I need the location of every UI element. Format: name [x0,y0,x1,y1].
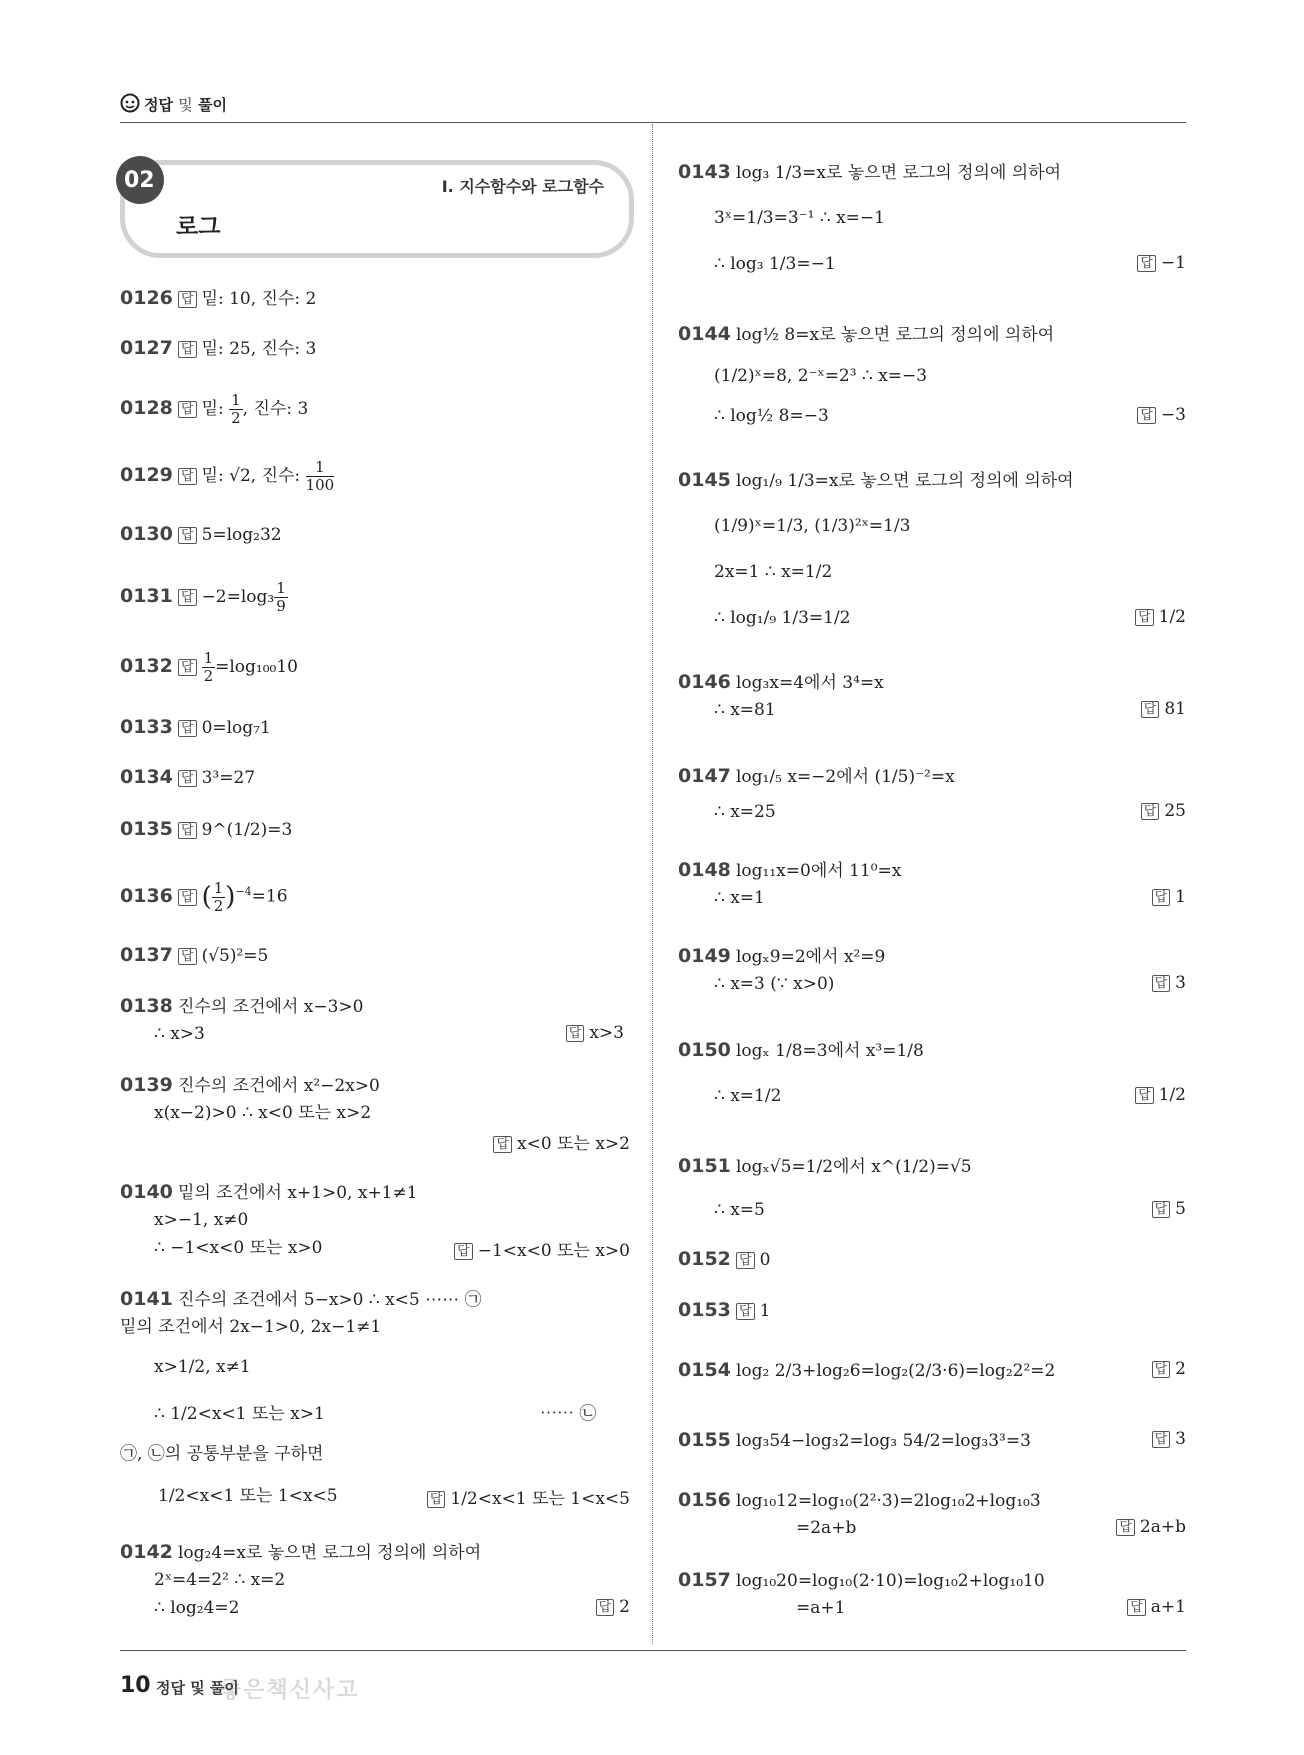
entry-0141-line: x>1/2, x≠1 [154,1357,251,1377]
smiley-icon [120,93,140,113]
answer-mark: 답 [178,341,197,358]
entry-0142: 0142 log₂4=x로 놓으면 로그의 정의에 의하여 [120,1541,482,1563]
entry-0138: 0138 진수의 조건에서 x−3>0 [120,995,364,1017]
answer-mark: 답 [493,1136,512,1153]
entry-0128: 0128 답 밑: $\frac{1}{2}$ , 진수: 3 [120,391,309,427]
entry-0145-line: 2x=1 ∴ x=1/2 [714,562,833,582]
answer-mark: 답 [1135,609,1154,626]
answer-mark: 답 [427,1491,446,1508]
answer-mark: 답 [596,1599,615,1616]
answer-mark: 답 [1116,1519,1135,1536]
entry-0147: 0147 log₁/₅ x=−2에서 (1/5)⁻²=x [678,765,955,787]
entry-0155: 0155 log₃54−log₃2=log₃ 54/2=log₃3³=3 [678,1429,1031,1451]
entry-0149-line: ∴ x=3 (∵ x>0) [714,974,835,994]
page-footer [120,1650,1186,1703]
entry-0144-line: (1/2)ˣ=8, 2⁻ˣ=2³ ∴ x=−3 [714,366,928,386]
answer-mark: 답 [178,468,197,485]
entry-0139-answer: 답 x<0 또는 x>2 [493,1129,630,1154]
entry-0130: 0130 답 5=log₂32 [120,523,282,545]
entry-0153: 0153 답 1 [678,1299,771,1321]
entry-0140-line: ∴ −1<x<0 또는 x>0 [154,1238,323,1258]
entry-0154: 0154 log₂ 2/3+log₂6=log₂(2/3·6)=log₂2²=2 [678,1359,1056,1381]
answer-mark: 답 [1141,803,1160,820]
answer-mark: 답 [736,1303,755,1320]
entry-0138-line: ∴ x>3 [154,1024,205,1044]
entry-0142-answer: 답 2 [596,1596,630,1617]
entry-0136: 0136 답 ( $\frac{1}{2}$ )$^{-4}$=16 [120,878,288,915]
entry-0141-answer: 답 1/2<x<1 또는 1<x<5 [427,1484,630,1509]
column-divider [652,124,653,1644]
page-header [120,88,1186,123]
answer-mark: 답 [1152,1431,1171,1448]
entry-0157: 0157 log₁₀20=log₁₀(2·10)=log₁₀2+log₁₀10 [678,1569,1045,1591]
entry-0145-line: (1/9)ˣ=1/3, (1/3)²ˣ=1/3 [714,516,911,536]
entry-0141-marker: ⋯⋯ ㉡ [540,1404,597,1424]
entry-0149: 0149 logₓ9=2에서 x²=9 [678,945,886,967]
entry-0135: 0135 답 9^(1/2)=3 [120,818,293,840]
answer-mark: 답 [1137,255,1156,272]
entry-0138-answer: 답 x>3 [566,1022,624,1043]
entry-0126: 0126 답 밑: 10, 진수: 2 [120,287,317,309]
entry-0157-answer: 답 a+1 [1127,1596,1186,1617]
entry-0141-line: 1/2<x<1 또는 1<x<5 [158,1486,338,1506]
answer-mark: 답 [178,822,197,839]
answer-mark: 답 [1127,1599,1146,1616]
entry-0145: 0145 log₁/₉ 1/3=x로 놓으면 로그의 정의에 의하여 [678,469,1074,491]
answer-mark: 답 [178,291,197,308]
answer-mark: 답 [178,401,197,418]
answer-mark: 답 [1152,975,1171,992]
fraction: $\frac{1}{9}$ [276,579,286,615]
answer-mark: 답 [1135,1087,1154,1104]
entry-0149-answer: 답 3 [1152,972,1186,993]
footer-label: 정답 및 풀이 [156,1679,239,1697]
answer-mark: 답 [736,1252,755,1269]
answer-mark: 답 [178,770,197,787]
part-title: Ⅰ. 지수함수와 로그함수 [441,177,604,196]
entry-0139: 0139 진수의 조건에서 x²−2x>0 [120,1074,380,1096]
entry-0147-line: ∴ x=25 [714,802,776,822]
entry-0150-answer: 답 1/2 [1135,1084,1186,1105]
entry-0156: 0156 log₁₀12=log₁₀(2²·3)=2log₁₀2+log₁₀3 [678,1489,1041,1511]
answer-mark: 답 [454,1243,473,1260]
fraction: $\frac{1}{2}$ [231,391,241,427]
entry-0148: 0148 log₁₁x=0에서 11⁰=x [678,859,902,881]
entry-0143-answer: 답 −1 [1137,252,1186,273]
chapter-title: 로그 [176,214,221,240]
answer-mark: 답 [178,948,197,965]
entry-0131: 0131 답 −2=log₃ $\frac{1}{9}$ [120,579,286,615]
fraction: $\frac{1}{2}$ [203,649,214,685]
answer-mark: 답 [1137,407,1156,424]
entry-0144: 0144 log½ 8=x로 놓으면 로그의 정의에 의하여 [678,323,1055,345]
entry-0147-answer: 답 25 [1141,800,1186,821]
answer-mark: 답 [178,589,197,606]
answer-mark: 답 [178,659,197,676]
entry-0156-line: =2a+b [796,1518,857,1538]
chapter-banner [114,150,634,260]
entry-0145-answer: 답 1/2 [1135,606,1186,627]
entry-0146-line: ∴ x=81 [714,700,776,720]
entry-0142-line: ∴ log₂4=2 [154,1598,240,1618]
entry-0134: 0134 답 3³=27 [120,766,256,788]
entry-0148-answer: 답 1 [1152,886,1186,907]
fraction: $\frac{1}{100}$ [305,458,335,494]
entry-0144-answer: 답 −3 [1137,404,1186,425]
entry-0156-answer: 답 2a+b [1116,1516,1186,1537]
answer-mark: 답 [1141,701,1160,718]
entry-0129: 0129 답 밑: √2, 진수: $\frac{1}{100}$ [120,458,335,494]
entry-0139-line: x(x−2)>0 ∴ x<0 또는 x>2 [154,1103,372,1123]
entry-0141-line: ∴ 1/2<x<1 또는 x>1 [154,1404,325,1424]
entry-0148-line: ∴ x=1 [714,888,765,908]
chapter-number: 02 [124,168,155,193]
entry-0141-line: 밑의 조건에서 2x−1>0, 2x−1≠1 [120,1317,382,1337]
entry-0152: 0152 답 0 [678,1248,771,1270]
entry-0143-line: ∴ log₃ 1/3=−1 [714,254,836,274]
entry-0150-line: ∴ x=1/2 [714,1086,782,1106]
answer-mark: 답 [1152,889,1171,906]
watermark: 좋은책신사고 [220,1678,360,1703]
answer-mark: 답 [178,889,197,906]
entry-0140-line: x>−1, x≠0 [154,1210,249,1230]
entry-0155-answer: 답 3 [1152,1428,1186,1449]
entry-0142-line: 2ˣ=4=2² ∴ x=2 [154,1570,286,1590]
entry-0137: 0137 답 (√5)²=5 [120,944,269,966]
entry-0151: 0151 logₓ√5=1/2에서 x^(1/2)=√5 [678,1155,972,1177]
entry-0141-line: ㉠, ㉡의 공통부분을 구하면 [120,1444,324,1464]
header-title: 정답 및 풀이 [144,96,227,114]
answer-mark: 답 [1152,1361,1171,1378]
entry-0141: 0141 진수의 조건에서 5−x>0 ∴ x<5 ⋯⋯ ㉠ [120,1288,482,1310]
entry-0144-line: ∴ log½ 8=−3 [714,406,829,426]
entry-0133: 0133 답 0=log₇1 [120,716,271,738]
entry-0154-answer: 답 2 [1152,1358,1186,1379]
page-number: 10 [120,1673,151,1698]
answer-mark: 답 [1152,1201,1171,1218]
answer-mark: 답 [178,720,197,737]
fraction: $\frac{1}{2}$ [213,878,224,915]
answer-mark: 답 [178,527,197,544]
entry-0143: 0143 log₃ 1/3=x로 놓으면 로그의 정의에 의하여 [678,161,1062,183]
entry-0157-line: =a+1 [796,1598,846,1618]
entry-0151-line: ∴ x=5 [714,1200,765,1220]
entry-0146-answer: 답 81 [1141,698,1186,719]
entry-0127: 0127 답 밑: 25, 진수: 3 [120,337,317,359]
entry-0140: 0140 밑의 조건에서 x+1>0, x+1≠1 [120,1181,418,1203]
entry-0143-line: 3ˣ=1/3=3⁻¹ ∴ x=−1 [714,208,885,228]
entry-0150: 0150 logₓ 1/8=3에서 x³=1/8 [678,1039,924,1061]
entry-0132: 0132 답 $\frac{1}{2}$ =log₁₀₀10 [120,649,298,685]
answer-mark: 답 [566,1025,585,1042]
entry-0145-line: ∴ log₁/₉ 1/3=1/2 [714,608,851,628]
entry-0140-answer: 답 −1<x<0 또는 x>0 [454,1236,630,1261]
entry-0146: 0146 log₃x=4에서 3⁴=x [678,671,884,693]
entry-0151-answer: 답 5 [1152,1198,1186,1219]
